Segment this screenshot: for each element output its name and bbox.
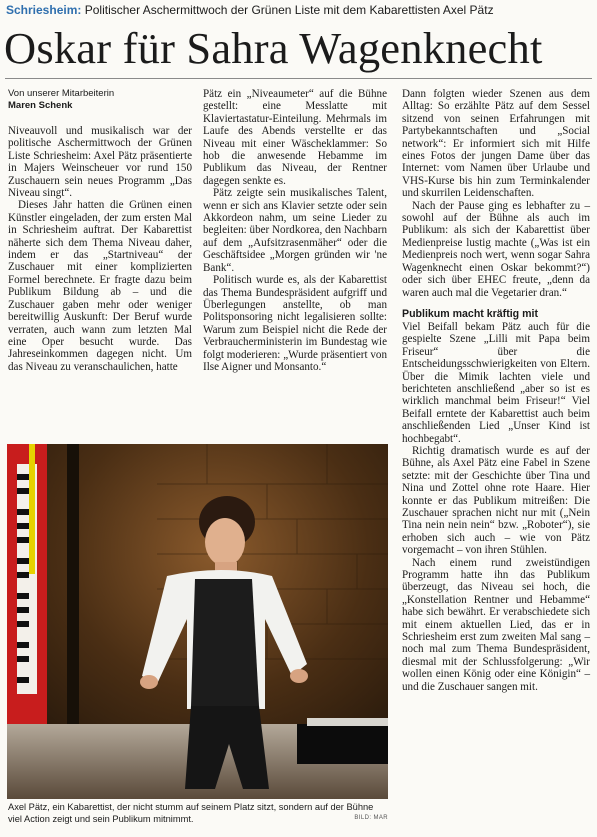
piano [297,724,388,764]
clothes-peg [29,444,35,574]
headline-rule [5,78,592,79]
paragraph: Dieses Jahr hatten die Grünen einen Künstler eingeladen, der zum ersten Mal in Schriesheim auftrat. Der Kabarettist näherte sich dem Thema Niveau daher, indem er das „Startniveau“ der Zuschauer mit einer komplizierten Formel berechnete. Er fragte dazu beim Publikum Bildung ab – und die Zuschauer gaben mehr oder weniger bereitwillig Auskunft: Der Beruf wurde verraten, auch wann zum letzten Mal eine Oper besucht wurde. Das Jahreseinkommen dagegen nicht. Um das Niveau zu veranschaulichen, hatte [8,199,192,373]
article-column-3 [402,88,590,693]
article-column-1 [8,88,192,373]
caption-text: Axel Pätz, ein Kabarettist, der nicht stumm auf seinem Platz sitzt, sondern auf der Bühne viel Action zeigt und sein Publikum mitnimmt. [8,802,374,824]
paragraph: Nach der Pause ging es lebhafter zu – sowohl auf der Bühne als auch im Publikum: als sich der Kabarettist über Medienpreise lustig machte („Was ist ein Medienpreis noch wert, wenn sogar Sahra Wagenknecht einen Oskar bekommt?“) oder sich über EHEC freute, „denn da waren auch mal die Vegetarier dran.“ [402,199,590,299]
paragraph: Pätz ein „Niveaumeter“ auf die Bühne gestellt: eine Messlatte mit Klaviertastatur-Einteilung. Mehrmals im Laufe des Abends verstellte er das Niveau mit einer Wäscheklammer: So hob die anwesende Hebamme im Publikum das Niveau, der Rentner dagegen senkte es. [203,88,387,187]
performer-photo [7,444,388,799]
subheading: Publikum macht kräftig mit [402,307,538,320]
photo-caption [8,801,388,825]
byline [8,88,192,112]
kicker-location: Schriesheim: [6,3,82,17]
article-column-2 [203,88,387,373]
stage-scene-illustration [7,444,388,799]
kicker-line [6,3,591,18]
photo-credit: BILD: MAR [354,815,388,821]
paragraph: Niveauvoll und musikalisch war der politische Aschermittwoch der Grünen Liste Schriesheim: Axel Pätz präsentierte in Majers Weinscheuer vor rund 150 Zuschauern sein neues Programm „Das Niveau singt“. [8,125,192,200]
byline-author: Maren Schenk [8,100,73,111]
headline: Oskar für Sahra Wagenknecht [4,23,543,73]
paragraph: Viel Beifall bekam Pätz auch für die gespielte Szene „Lilli mit Papa beim Friseur“ über die Entscheidungsschwierigkeiten von Eltern. Über die Mimik lachten viele und berichteten anschließend „aber so ist es wirklich manchmal beim Friseur!“ Viel Beifall erntete der Kabarettist auch beim anschließenden Lied „Unser Kind ist hochbegabt“. [402,320,590,445]
paragraph: Pätz zeigte sein musikalisches Talent, wenn er sich ans Klavier setzte oder sein Akkordeon nahm, um seine Lieder zu begleiten: über Nordkorea, den Nachbarn auf dem „Aufsitzrasenmäher“ oder die Geschäftsidee „Morgen gründen wir 'ne Bank“. [203,187,387,274]
paragraph: Richtig dramatisch wurde es auf der Bühne, als Axel Pätz eine Fabel in Szene setzte: mit der Geschichte über Tina und Nina und Zottel ohne rote Haare. Hier konnte er das Publikum mitreißen: Die Zuschauer sprachen nicht nur mit („Nein Tina nein nein nein“ bzw. „Roboter“), sie erhoben sich auch – wie von Pätz vorgemacht – von ihren Stühlen. [402,444,590,557]
paragraph: Dann folgten wieder Szenen aus dem Alltag: So erzählte Pätz auf dem Sessel sitzend von seinen Erfahrungen mit Partybekanntschaften und „Social network“: Er informiert sich mit Hilfe eines Fotos der jungen Dame über das Internet: vom Namen über Urlaube und VHS-Kurse bis hin zum Terminkalender und skurrilen Leidenschaften. [402,88,590,200]
byline-line: Von unserer Mitarbeiterin [8,88,115,99]
paragraph: Nach einem rund zweistündigen Programm hatte ihn das Publikum überzeugt, das Niveau sei hoch, die „Konstellation Rentner und Hebamme“ habe sich bewährt. Er verabschiedete sich mit einem aktuellen Lied, das er in Schriesheim erst zum zweiten Mal sang – noch mal zum Thema Bundespräsident, diesmal mit der Schlussfolgerung: „Wir wollen einen König oder eine Königin“ – und die Zuschauer sangen mit. [402,556,590,693]
paragraph: Politisch wurde es, als der Kabarettist das Thema Bundespräsident aufgriff und Überlegungen anstellte, ob man Politsponsoring nicht legalisieren sollte: Warum zum Beispiel nicht die Rede der Verbraucherministerin im Bundestag wie folgt moderieren: „Wurde präsentiert von Ilse Aigner und Monsanto.“ [203,274,387,373]
kicker-text: Politischer Aschermittwoch der Grünen Liste mit dem Kabarettisten Axel Pätz [84,3,494,17]
